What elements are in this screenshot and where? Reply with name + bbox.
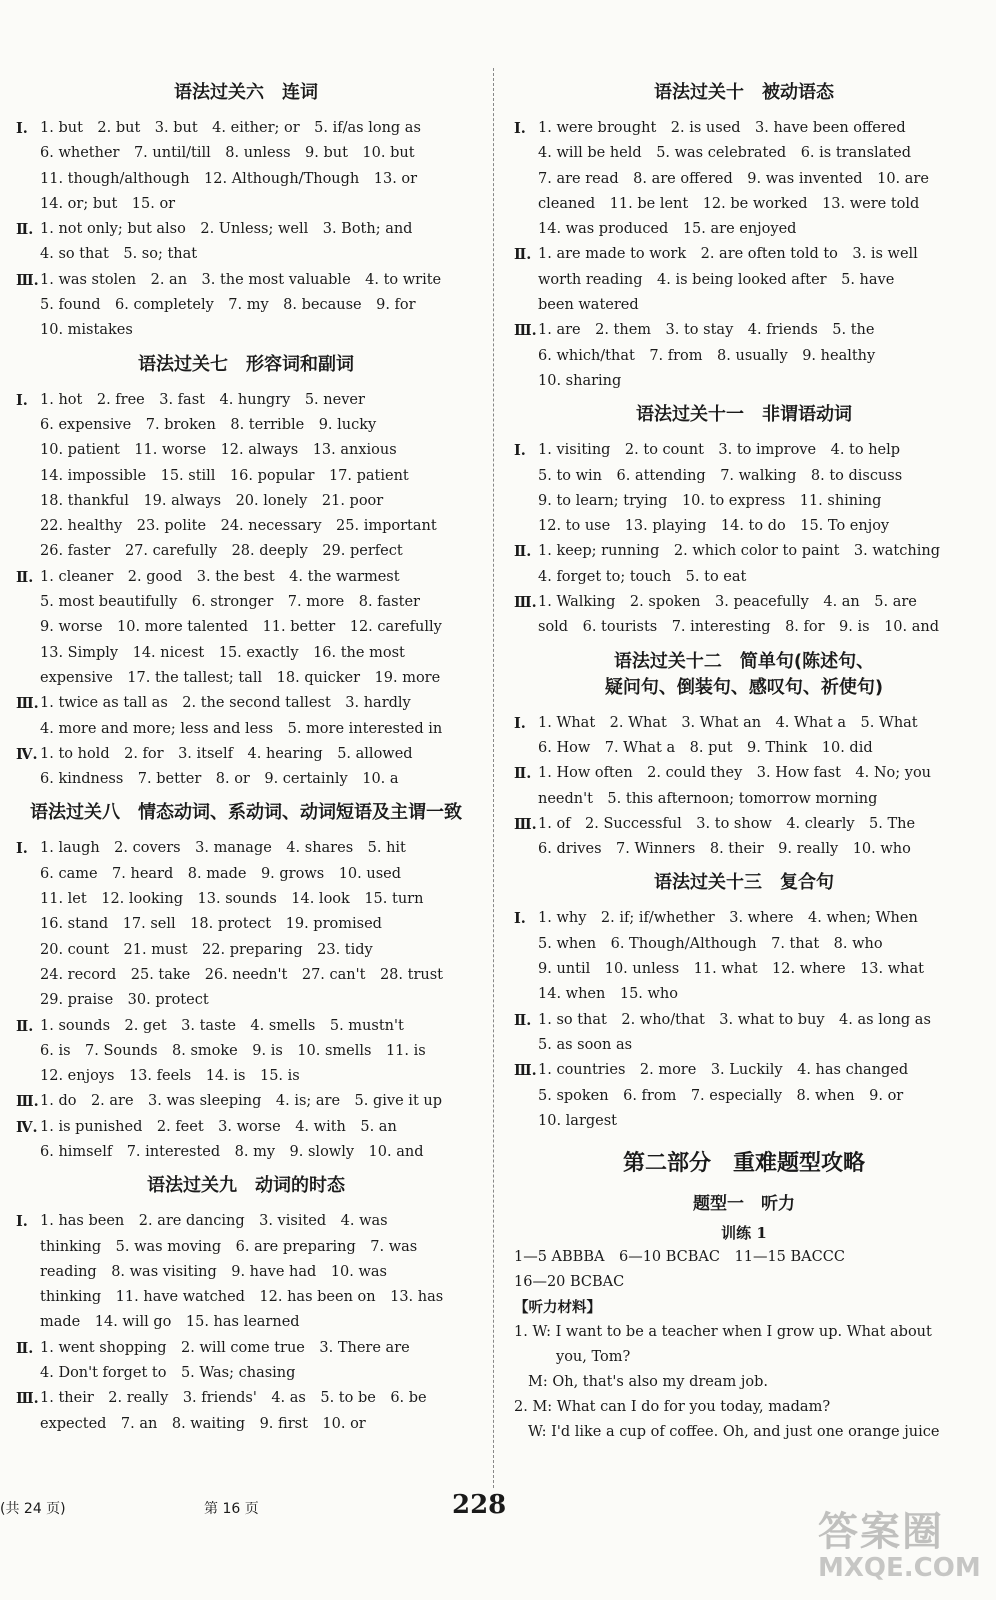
answer-group: Ⅲ. 1. do 2. are 3. was sleeping 4. is; are 5. give it up xyxy=(16,1093,442,1111)
answer-group: Ⅱ. 1. keep; running 2. which color to paint 3. watching 4. forget to; touch 5. to eat xyxy=(514,543,940,585)
right-column xyxy=(514,72,974,1445)
answer-group: Ⅰ. 1. hot 2. free 3. fast 4. hungry 5. never 6. expensive 7. broken 8. terrible 9. lucky 10. patient 11. worse 12. always 13. anxious 14. impossible 15. still 16. popular 17. patient 18. thankful 19. always 20. lonely 21. poor 22. healthy 23. polite 24. necessary 25. important 26. faster 27. carefully 28. deeply 29. perfect xyxy=(16,391,437,560)
answer-group: Ⅱ. 1. How often 2. could they 3. How fast 4. No; you needn't 5. this afternoon; tomorrow morning xyxy=(514,765,932,807)
answer-group: Ⅲ. 1. their 2. really 3. friends' 4. as 5. to be 6. be expected 7. an 8. waiting 9. first 10. or xyxy=(16,1390,427,1432)
answer-group: Ⅲ. 1. countries 2. more 3. Luckily 4. has changed 5. spoken 6. from 7. especially 8. when 9. or 10. largest xyxy=(514,1062,909,1129)
answer-group: Ⅲ. 1. Walking 2. spoken 3. peacefully 4. an 5. are sold 6. tourists 7. interesting 8. for 9. is 10. and xyxy=(514,594,940,636)
total-pages: (共 24 页) xyxy=(0,1501,66,1517)
listening-material-label: 【听力材料】 xyxy=(514,1299,601,1317)
section-title-6: 语法过关六 连词 xyxy=(174,82,318,103)
section-title-10: 语法过关十 被动语态 xyxy=(654,82,834,103)
answer-group: Ⅰ. 1. laugh 2. covers 3. manage 4. shares 5. hit 6. came 7. heard 8. made 9. grows 10. used 11. let 12. looking 13. sounds 14. look 15. turn 16. stand 17. sell 18. protect 19. promised 20. count 21. must 22. preparing 23. tidy 24. record 25. take 26. needn't 27. can't 28. trust 29. praise 30. protect xyxy=(16,840,443,1009)
answer-group: Ⅰ. 1. visiting 2. to count 3. to improve 4. to help 5. to win 6. attending 7. walking 8. to discuss 9. to learn; trying 10. to express 11. shining 12. to use 13. playing 14. to do 15. To enjoy xyxy=(514,442,903,535)
answer-group: Ⅰ. 1. has been 2. are dancing 3. visited 4. was thinking 5. was moving 6. are preparing 7. was reading 8. was visiting 9. have had 10. was thinking 11. have watched 12. has been on 13. has made 14. will go 15. has learned xyxy=(16,1213,444,1331)
part-two-title: 第二部分 重难题型攻略 xyxy=(622,1151,865,1177)
answer-group: Ⅳ. 1. is punished 2. feet 3. worse 4. with 5. an 6. himself 7. interested 8. my 9. slowly 10. and xyxy=(16,1118,424,1160)
section-title-11: 语法过关十一 非谓语动词 xyxy=(636,404,852,426)
column-divider xyxy=(493,68,494,1488)
section-title-8: 语法过关八 情态动词、系动词、动词短语及主谓一致 xyxy=(30,802,462,824)
answer-group: Ⅱ. 1. sounds 2. get 3. taste 4. smells 5. mustn't 6. is 7. Sounds 8. smoke 9. is 10. smells 11. is 12. enjoys 13. feels 14. is 15. is xyxy=(16,1017,426,1085)
answer-group: Ⅰ. 1. were brought 2. is used 3. have been offered 4. will be held 5. was celebrated 6. is translated 7. are read 8. are offered 9. was invented 10. are cleaned 11. be lent 12. be worked 13. were told 14. was produced 15. are enjoyed xyxy=(514,120,929,238)
answer-group: Ⅲ. 1. are 2. them 3. to stay 4. friends 5. the 6. which/that 7. from 8. usually 9. healthy 10. sharing xyxy=(514,322,876,389)
answer-group: Ⅱ. 1. not only; but also 2. Unless; well 3. Both; and 4. so that 5. so; that xyxy=(16,221,413,263)
left-column xyxy=(16,72,476,1437)
section-title-7: 语法过关七 形容词和副词 xyxy=(138,353,354,375)
answer-group: Ⅱ. 1. cleaner 2. good 3. the best 4. the warmest 5. most beautifully 6. stronger 7. more 8. faster 9. worse 10. more talented 11. better 12. carefully 13. Simply 14. nicest 15. exactly 16. the most expensive 17. the tallest; tall 18. quicker 19. more xyxy=(16,568,442,686)
answer-group: Ⅳ. 1. to hold 2. for 3. itself 4. hearing 5. allowed 6. kindness 7. better 8. or 9. certainly 10. a xyxy=(16,745,413,788)
answer-group: Ⅱ. 1. went shopping 2. will come true 3. There are 4. Don't forget to 5. Was; chasing xyxy=(16,1339,410,1382)
answer-group: Ⅲ. 1. was stolen 2. an 3. the most valuable 4. to write 5. found 6. completely 7. my 8. because 9. for 10. mistakes xyxy=(16,271,442,339)
training-title: 训练 1 xyxy=(721,1224,767,1243)
answer-group: Ⅰ. 1. but 2. but 3. but 4. either; or 5. if/as long as 6. whether 7. until/till 8. unless 9. but 10. but 11. though/although 12. Although/Though 13. or 14. or; but 15. or xyxy=(16,120,421,212)
answer-group: Ⅱ. 1. are made to work 2. are often told to 3. is well worth reading 4. is being looked after 5. have been watered xyxy=(514,246,918,314)
answer-key-line: 1—5 ABBBA 6—10 BCBAC 11—15 BACCC xyxy=(514,1249,845,1266)
answer-group: Ⅰ. 1. What 2. What 3. What an 4. What a 5. What 6. How 7. What a 8. put 9. Think 10. did xyxy=(514,714,918,756)
section-title-12: 语法过关十二 简单句(陈述句、 疑问句、倒装句、感叹句、祈使句) xyxy=(604,650,884,698)
question-type-title: 题型一 听力 xyxy=(693,1194,795,1215)
page-number: 228 xyxy=(452,1490,507,1520)
answer-group: Ⅱ. 1. so that 2. who/that 3. what to buy 4. as long as 5. as soon as xyxy=(514,1011,931,1053)
answer-group: Ⅲ. 1. of 2. Successful 3. to show 4. clearly 5. The 6. drives 7. Winners 8. their 9. really 10. who xyxy=(514,815,916,858)
current-page: 第 16 页 xyxy=(204,1501,259,1517)
answer-group: Ⅲ. 1. twice as tall as 2. the second tallest 3. hardly 4. more and more; less and less 5. more interested in xyxy=(16,695,443,737)
section-title-9: 语法过关九 动词的时态 xyxy=(147,1175,345,1197)
watermark-logo: 答案圈 MXQE.COM xyxy=(818,1509,981,1583)
section-title-13: 语法过关十三 复合句 xyxy=(654,872,834,894)
dialogue: 1. W: I want to be a teacher when I grow up. What about you, Tom? M: Oh, that's also my dream job. 2. M: What can I do for you today, madam? W: I'd like a cup of coffee. Oh, and just one orange juice xyxy=(514,1324,940,1441)
answer-key-line: 16—20 BCBAC xyxy=(514,1274,625,1291)
answer-group: Ⅰ. 1. why 2. if; if/whether 3. where 4. when; When 5. when 6. Though/Although 7. that 8. who 9. until 10. unless 11. what 12. where 13. what 14. when 15. who xyxy=(514,910,924,1003)
